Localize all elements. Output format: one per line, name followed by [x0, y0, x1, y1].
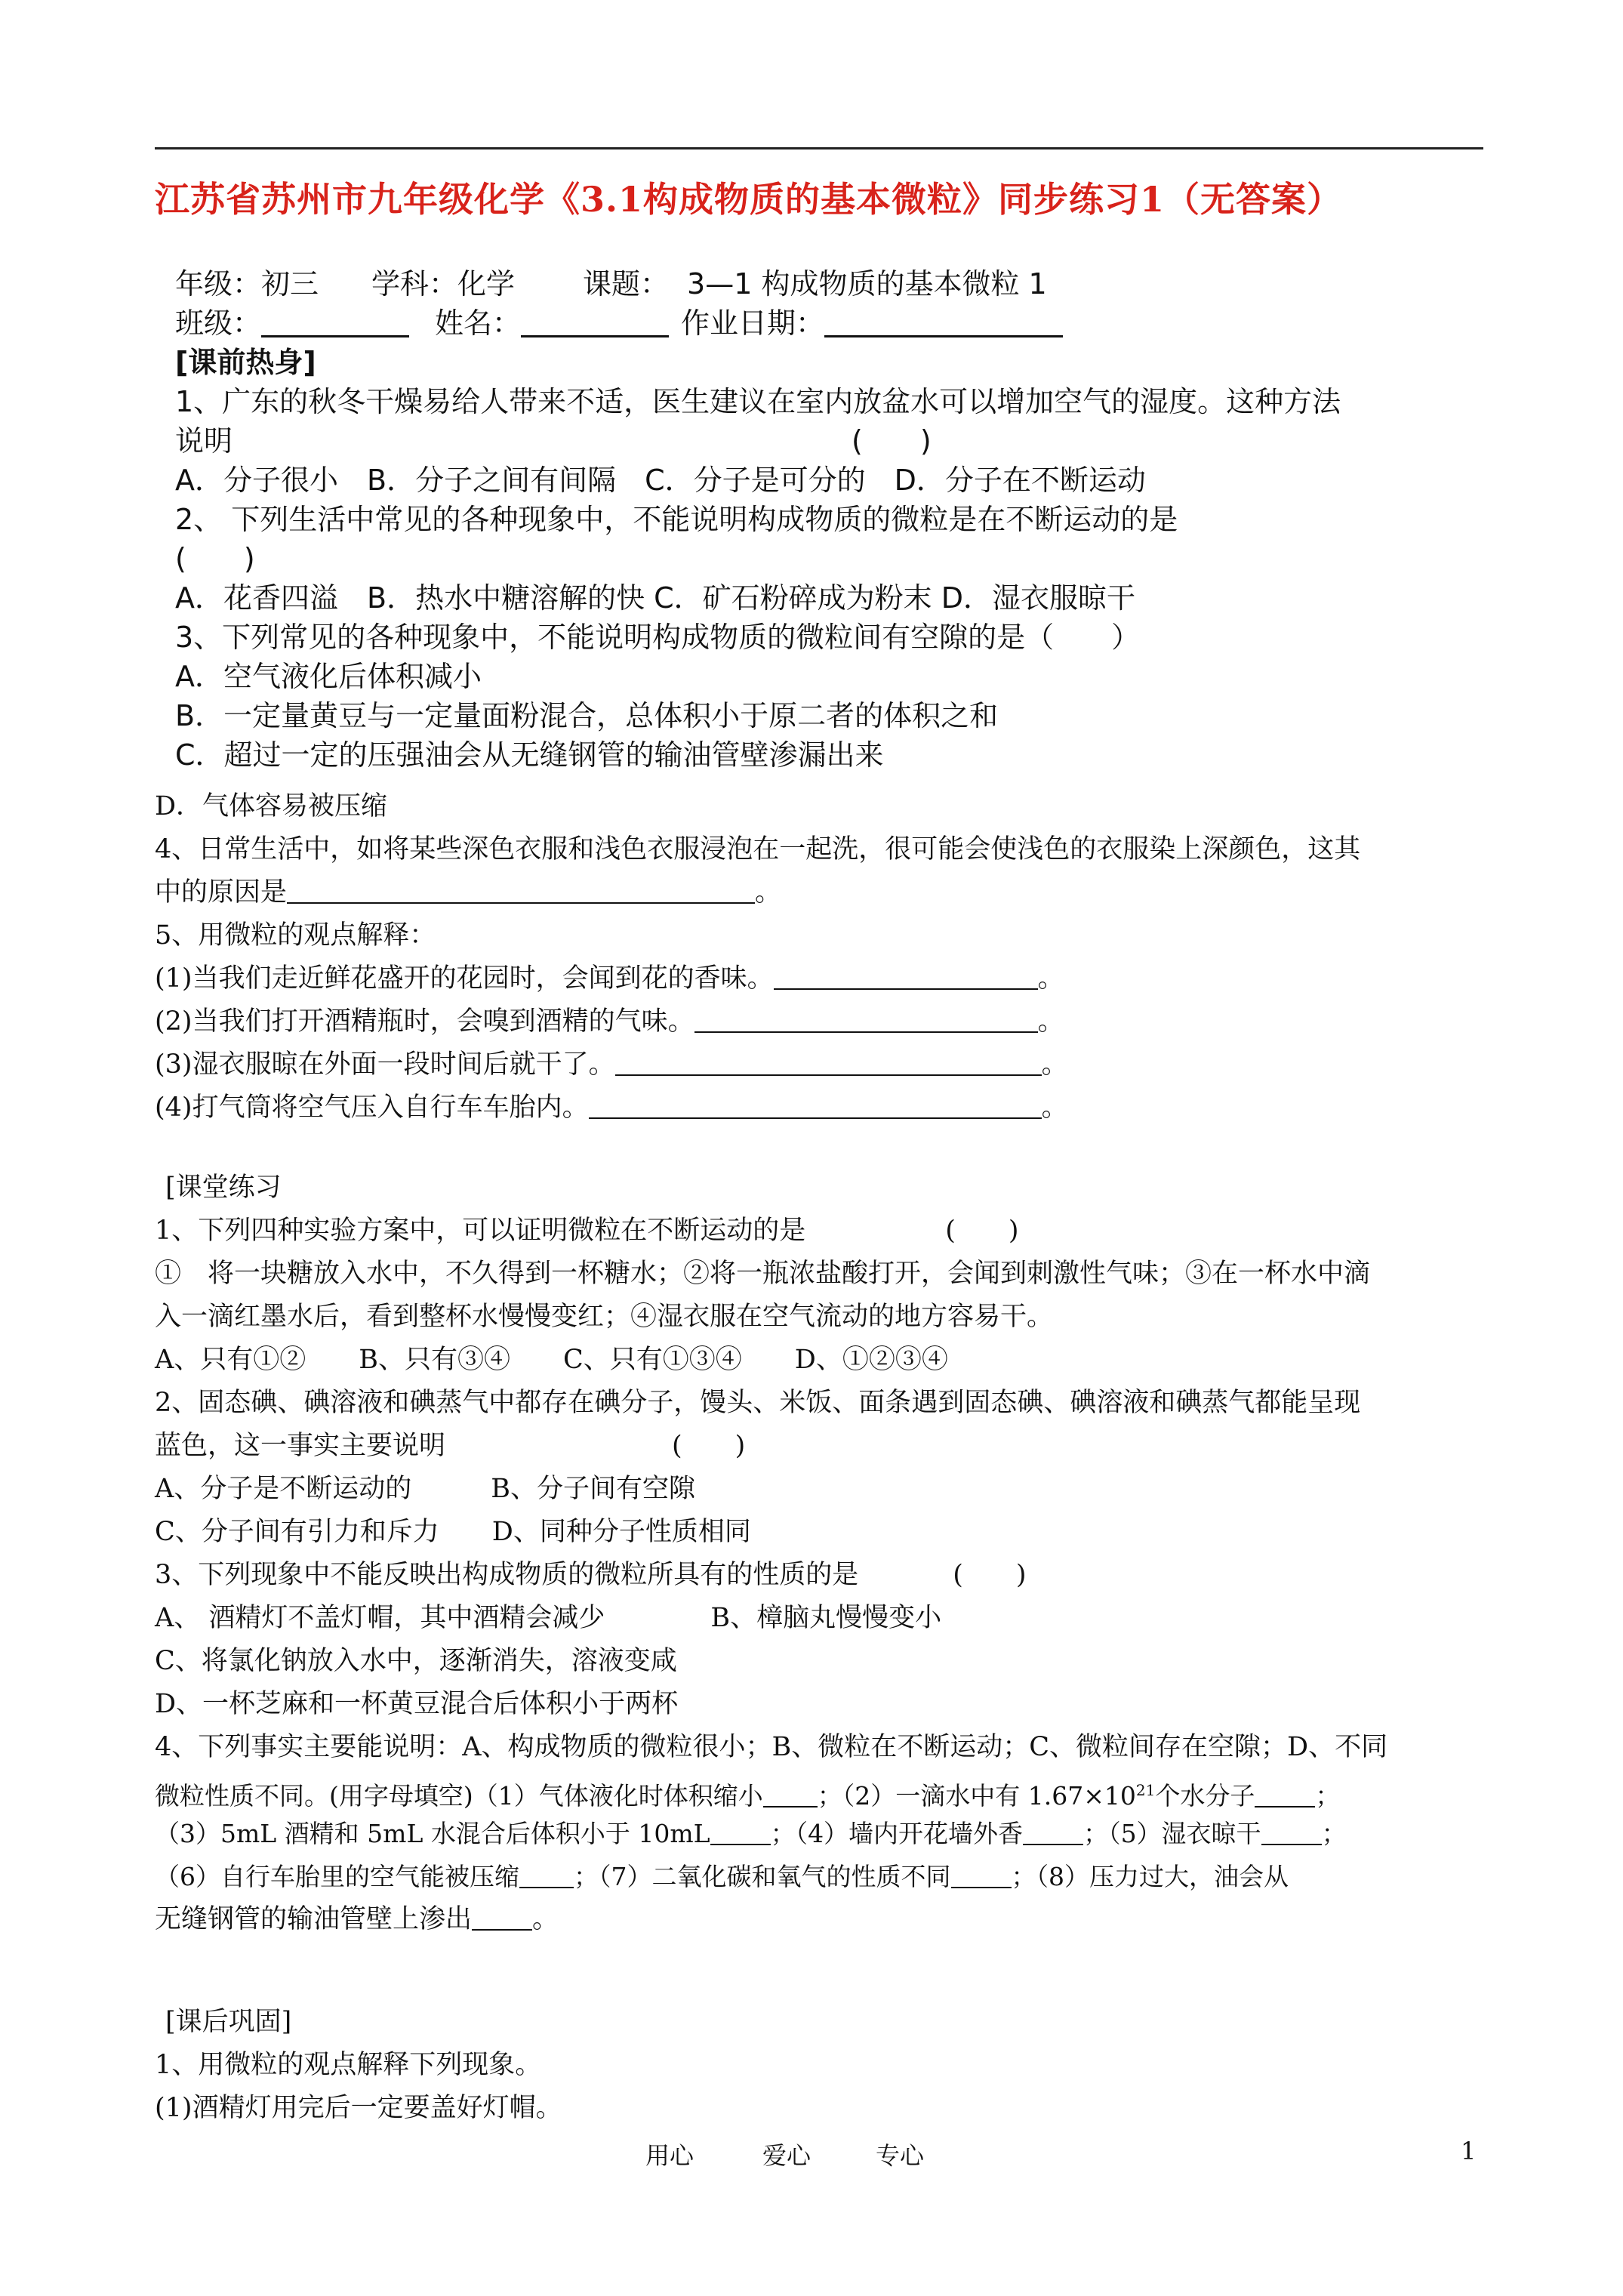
classwork-q3-option-ab: A、 酒精灯不盖灯帽，其中酒精会减少 B、樟脑丸慢慢变小	[155, 1603, 942, 1633]
warmup-q4-line1: 4、日常生活中，如将某些深色衣服和浅色衣服浸泡在一起洗，很可能会使浅色的衣服染上深颜色，这其	[155, 834, 1361, 864]
answer-paren: ( )	[672, 1431, 746, 1461]
footer-motto-1: 用心	[645, 2141, 694, 2170]
answer-blank	[589, 1092, 1042, 1119]
date-label: 作业日期：	[681, 307, 825, 340]
warmup-q5-4: (4)打气筒将空气压入自行车车胎内。 。	[155, 1093, 1068, 1123]
warmup-heading: [课前热身]	[175, 346, 316, 379]
name-label: 姓名：	[435, 307, 522, 340]
classwork-q4-line2: 微粒性质不同。(用字母填空)（1）气体液化时体积缩小 ；（2）一滴水中有 $1.67\times 10^{21}$个水分子 ；	[155, 1781, 1341, 1811]
answer-blank	[615, 1049, 1042, 1076]
classwork-q1-options: A、只有①② B、只有③④ C、只有①③④ D、①②③④	[155, 1345, 948, 1375]
classwork-q1-line1: 1、下列四种实验方案中，可以证明微粒在不断运动的是 ( )	[155, 1216, 1019, 1246]
answer-blank	[1261, 1818, 1322, 1845]
answer-paren: ( )	[175, 542, 255, 575]
warmup-q1-line2: 说明 ( )	[175, 424, 932, 458]
topic-label: 课题：	[583, 267, 670, 300]
classwork-q4-line1: 4、下列事实主要能说明：A、构成物质的微粒很小；B、微粒在不断运动；C、微粒间存在空隙；D、不同	[155, 1732, 1388, 1762]
answer-blank	[519, 1861, 574, 1888]
footer-motto-2: 爱心	[762, 2141, 812, 2170]
answer-blank	[710, 1818, 771, 1845]
answer-blank	[287, 877, 755, 904]
classwork-q3-option-c: C、将氯化钠放入水中，逐渐消失，溶液变咸	[155, 1646, 677, 1676]
class-label: 班级：	[175, 307, 262, 340]
homework-q1-1: (1)酒精灯用完后一定要盖好灯帽。	[155, 2093, 562, 2123]
warmup-q2-options: A．花香四溢 B．热水中糖溶解的快 C．矿石粉碎成为粉末 D．湿衣服晾干	[175, 581, 1136, 615]
warmup-q4-line2: 中的原因是 。	[155, 877, 782, 908]
warmup-q2-line1: 2、 下列生活中常见的各种现象中，不能说明构成物质的微粒是在不断运动的是	[175, 503, 1178, 536]
page-title: 江苏省苏州市九年级化学《3.1构成物质的基本微粒》同步练习1（无答案）	[155, 179, 1343, 220]
answer-paren: ( )	[852, 424, 932, 458]
footer-motto-3: 专心	[876, 2141, 925, 2170]
scanned-section	[175, 264, 1341, 775]
page-number: 1	[1461, 2137, 1477, 2165]
subject-label: 学科：化学	[371, 267, 516, 300]
answer-paren: ( )	[945, 1216, 1019, 1246]
warmup-q3-option-a: A．空气液化后体积减小	[175, 660, 482, 693]
warmup-q5: 5、用微粒的观点解释：	[155, 920, 436, 951]
warmup-q3-option-b: B．一定量黄豆与一定量面粉混合，总体积小于原二者的体积之和	[175, 699, 999, 732]
answer-blank	[1023, 1818, 1083, 1845]
warmup-q3-line1: 3、下列常见的各种现象中，不能说明构成物质的微粒间有空隙的是（ ）	[175, 621, 1141, 654]
classwork-q1-line3: 入一滴红墨水后，看到整杯水慢慢变红；④湿衣服在空气流动的地方容易干。	[155, 1302, 1054, 1332]
classwork-q4-line5: 无缝钢管的输油管壁上渗出 。	[155, 1904, 559, 1934]
answer-blank	[694, 1006, 1038, 1033]
answer-blank	[951, 1861, 1012, 1888]
classwork-q3-option-d: D、一杯芝麻和一杯黄豆混合后体积小于两杯	[155, 1689, 679, 1719]
homework-q1: 1、用微粒的观点解释下列现象。	[155, 2050, 542, 2080]
classwork-q2-line1: 2、固态碘、碘溶液和碘蒸气中都存在碘分子，馒头、米饭、面条遇到固态碘、碘溶液和碘蒸气都能呈现	[155, 1388, 1361, 1418]
classwork-q2-options-ab: A、分子是不断运动的 B、分子间有空隙	[155, 1474, 695, 1504]
warmup-continued	[155, 785, 1483, 1130]
warmup-q5-3: (3)湿衣服晾在外面一段时间后就干了。 。	[155, 1049, 1068, 1080]
warmup-q1-line1: 1、广东的秋冬干燥易给人带来不适，医生建议在室内放盆水可以增加空气的湿度。这种方法	[175, 385, 1341, 418]
grade-label: 年级：初三	[175, 267, 319, 300]
classwork-q3-line1: 3、下列现象中不能反映出构成物质的微粒所具有的性质的是 ( )	[155, 1560, 1027, 1590]
answer-blank	[472, 1903, 532, 1931]
warmup-q5-1: (1)当我们走近鲜花盛开的花园时，会闻到花的香味。 。	[155, 963, 1064, 994]
warmup-q3-option-d: D．气体容易被压缩	[155, 791, 388, 821]
classwork-q2-options-cd: C、分子间有引力和斥力 D、同种分子性质相同	[155, 1517, 751, 1547]
topic-value: 3—1 构成物质的基本微粒 1	[687, 267, 1047, 300]
homework-section	[155, 2001, 1483, 2130]
classwork-q4-line3: （3）5mL 酒精和 5mL 水混合后体积小于 10mL ；（4）墙内开花墙外香 ；（5）湿衣晾干 ；	[155, 1819, 1347, 1848]
class-blank	[261, 305, 409, 337]
header-info-line	[175, 264, 1247, 304]
classwork-q1-line2: ① 将一块糖放入水中，不久得到一杯糖水；②将一瓶浓盐酸打开，会闻到刺激性气味；③在一杯水中滴	[155, 1259, 1371, 1289]
classwork-q4-line4: （6）自行车胎里的空气能被压缩 ；（7）二氧化碳和氧气的性质不同 ；（8）压力过大，油会从	[155, 1862, 1289, 1891]
warmup-q1-options: A．分子很小 B．分子之间有间隔 C．分子是可分的 D．分子在不断运动	[175, 464, 1146, 497]
name-blank	[521, 305, 669, 337]
classwork-section	[155, 1166, 1483, 1941]
answer-blank	[1255, 1780, 1315, 1808]
homework-heading: [课后巩固]	[165, 2007, 292, 2037]
warmup-q3-option-c: C．超过一定的压强油会从无缝钢管的输油管壁渗漏出来	[175, 738, 884, 772]
answer-blank	[774, 963, 1038, 990]
warmup-q5-2: (2)当我们打开酒精瓶时，会嗅到酒精的气味。 。	[155, 1006, 1064, 1037]
classwork-heading: [课堂练习	[165, 1173, 282, 1203]
answer-blank	[763, 1780, 818, 1808]
header-fill-line	[175, 304, 1247, 343]
answer-paren: ( )	[953, 1560, 1027, 1590]
classwork-q2-line2: 蓝色，这一事实主要说明 ( )	[155, 1431, 746, 1461]
top-rule	[155, 147, 1483, 149]
date-blank	[824, 305, 1063, 337]
